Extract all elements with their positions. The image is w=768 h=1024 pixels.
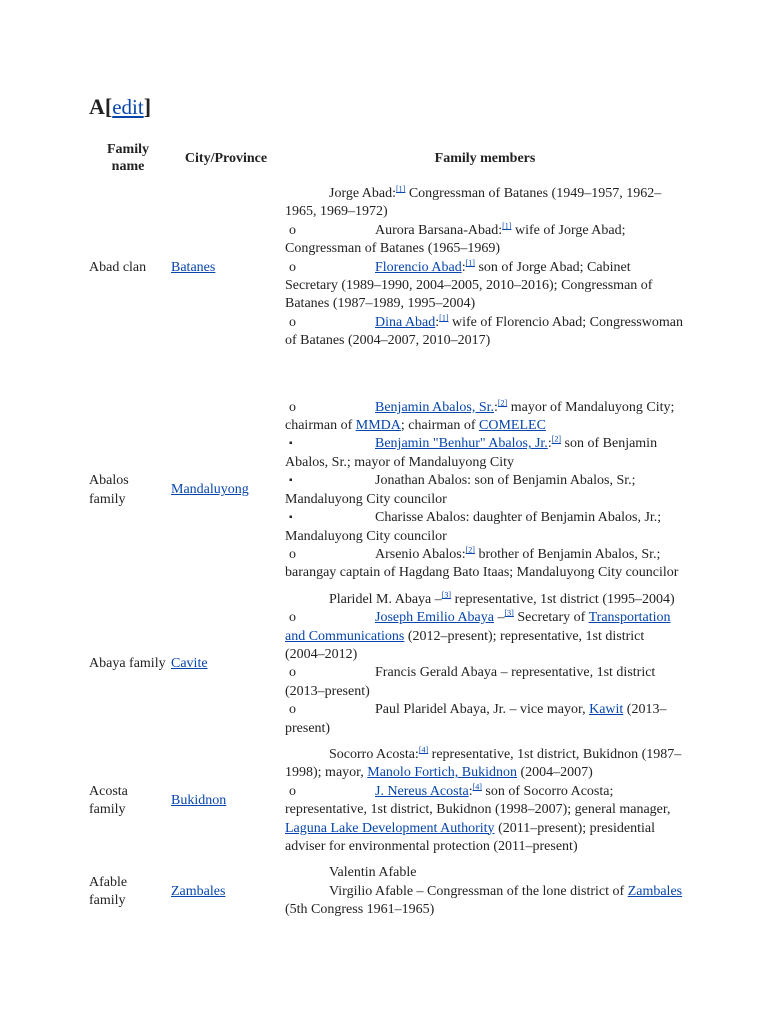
city-link[interactable]: Mandaluyong [171,482,249,498]
member-description: Congressman of Batanes (1949–1957, 1962–1965, 1969–1972) [285,186,662,220]
member-name: : [468,783,473,799]
reference-link[interactable]: [1] [465,257,475,267]
member-description: son of Socorro Acosta; representative, 1st district, Bukidnon (1998–2007); general manager, [285,783,671,818]
member-description: brother of Benjamin Abalos, Sr.; barangay captain of Hagdang Bato Itaas; Mandaluyong City councilor [285,546,679,581]
member-name: Paul Plaridel Abaya, Jr. – [375,702,517,718]
inline-link[interactable]: COMELEC [479,418,546,434]
member-name: Aurora Barsana-Abad: [375,222,503,238]
member-entry [285,399,685,436]
spacer-row [87,355,687,395]
table-row [87,395,687,587]
member-description: wife of Jorge Abad; Congressman of Batanes (1965–1969) [285,222,626,257]
member-entry [285,314,685,351]
member-entry [285,472,685,509]
member-name: : [435,314,440,330]
edit-bracket-close: ] [143,94,152,119]
member-description: mayor of Mandaluyong City; chairman of [285,399,675,434]
family-name-cell: Abad clan [89,259,147,275]
inline-link[interactable]: Transportation and Communications [285,610,671,644]
member-link[interactable]: Benjamin "Benhur" Abalos, Jr. [375,436,548,452]
member-name: : [494,399,498,415]
city-cell [169,395,283,587]
member-name: Socorro Acosta: [329,746,419,762]
reference-link[interactable]: [3] [441,590,452,600]
member-link[interactable]: Dina Abad [375,314,436,330]
circle-bullet-icon: o [289,665,296,681]
member-name: : [461,259,466,275]
circle-bullet-icon: o [289,259,296,275]
member-description: representative, 1st district, Bukidnon (1987–1998); mayor, [285,746,682,781]
reference-link[interactable]: [3] [504,608,514,618]
member-entry [285,185,685,222]
member-link[interactable]: Florencio Abad [375,259,462,275]
member-entry [285,883,685,920]
city-cell [169,860,283,923]
circle-bullet-icon: o [289,610,296,626]
member-description-cont: ; chairman of [400,418,480,434]
member-description: representative, 1st district (1995–2004) [451,591,675,607]
inline-link[interactable]: Laguna Lake Development Authority [285,820,495,836]
reference-link[interactable]: [1] [439,313,449,323]
member-entry [285,609,685,664]
member-description-cont: (2004–2007) [517,765,593,781]
member-entry [285,591,685,609]
member-entry [285,664,685,701]
member-entry [285,746,685,783]
member-name: – [494,610,505,626]
member-description: wife of Florencio Abad; Congresswoman of Batanes (2004–2007, 2010–2017) [285,314,683,349]
member-entry [285,546,685,583]
member-entry [285,222,685,259]
member-link[interactable]: Benjamin Abalos, Sr. [375,399,494,415]
reference-link[interactable]: [2] [551,434,562,444]
member-entry [285,435,685,472]
member-description-cont: (2013–present) [285,702,667,736]
member-name: Valentin Afable [329,865,417,881]
member-description: son of Benjamin Abalos, Sr.; Mandaluyong City councilor [285,473,636,507]
circle-bullet-icon: o [289,546,296,562]
reference-link[interactable]: [2] [465,545,475,555]
table-row [87,860,687,923]
family-name-cell: Abalos family [89,473,129,507]
member-description: son of Benjamin Abalos, Sr.; mayor of Mandaluyong City [285,436,658,470]
family-members-cell [283,395,687,587]
member-name: Jonathan Abalos: [375,473,472,489]
city-link[interactable]: Zambales [171,883,226,899]
member-name: Arsenio Abalos: [375,546,466,562]
square-bullet-icon: ▪ [289,475,293,487]
family-members-cell [283,742,687,860]
member-entry [285,783,685,857]
reference-link[interactable]: [1] [396,184,406,194]
table-row [87,742,687,860]
member-name: Charisse Abalos: [375,510,470,526]
inline-link[interactable]: Manolo Fortich, Bukidnon [367,765,517,781]
city-link[interactable]: Batanes [171,259,216,275]
member-description-cont: (5th Congress 1961–1965) [285,902,435,918]
edit-link[interactable]: edit [112,95,144,119]
member-entry [285,509,685,546]
member-entry [285,701,685,738]
table-body [87,181,687,924]
spacer-cell [87,355,687,395]
square-bullet-icon: ▪ [289,438,293,450]
edit-bracket-open: [ [104,94,113,119]
header-family-members: Family members [434,150,536,166]
section-letter: A [89,94,105,119]
city-cell [169,587,283,742]
family-members-cell [283,860,687,923]
circle-bullet-icon: o [289,222,296,238]
inline-link[interactable]: MMDA [355,418,401,434]
city-link[interactable]: Bukidnon [171,792,227,808]
city-cell [169,181,283,355]
square-bullet-icon: ▪ [289,512,293,524]
family-name-cell: Abaya family [89,656,166,672]
member-entry [285,259,685,314]
reference-link[interactable]: [4] [472,782,482,792]
member-name: Plaridel M. Abaya – [329,591,442,607]
header-city-province: City/Province [184,150,268,166]
inline-link[interactable]: Kawit [589,702,624,718]
circle-bullet-icon: o [289,783,296,799]
member-link[interactable]: Joseph Emilio Abaya [375,610,494,626]
member-entry [285,864,685,882]
member-name: : [547,436,552,452]
family-members-cell [283,181,687,355]
section-heading [89,94,151,120]
member-name: Jorge Abad: [329,186,397,201]
city-cell [169,742,283,860]
member-description: daughter of Benjamin Abalos, Jr.; Mandaluyong City councilor [285,510,662,544]
table-header-row [87,139,687,181]
family-name-cell: Acosta family [89,783,128,818]
families-table [87,139,687,924]
member-description: Secretary of [513,610,589,626]
reference-link[interactable]: [2] [497,398,508,407]
circle-bullet-icon: o [289,399,296,415]
family-members-cell [283,587,687,742]
member-description: representative, 1st district (2013–present) [285,665,656,699]
member-link[interactable]: J. Nereus Acosta [375,783,469,799]
member-name: Francis Gerald Abaya – [375,665,508,681]
member-description: son of Jorge Abad; Cabinet Secretary (1989–1990, 2004–2005, 2010–2016); Congressman of Batanes (1987–1989, 1995–2004) [285,259,653,312]
member-name: Virgilio Afable – Congressman of the lone district of [329,883,625,899]
table-row [87,181,687,355]
circle-bullet-icon: o [289,702,296,718]
reference-link[interactable]: [4] [418,745,429,755]
member-description-cont: (2012–present); representative, 1st district (2004–2012) [285,628,645,662]
table-row [87,587,687,742]
inline-link[interactable]: Zambales [627,883,683,899]
city-link[interactable]: Cavite [171,656,208,672]
reference-link[interactable]: [1] [502,221,512,231]
member-description: vice mayor, [516,702,590,718]
header-family-name: Family name [107,142,149,174]
circle-bullet-icon: o [289,314,296,330]
family-name-cell: Afable family [89,874,128,909]
member-description-cont: (2011–present); presidential adviser for environmental protection (2011–present) [285,820,655,854]
